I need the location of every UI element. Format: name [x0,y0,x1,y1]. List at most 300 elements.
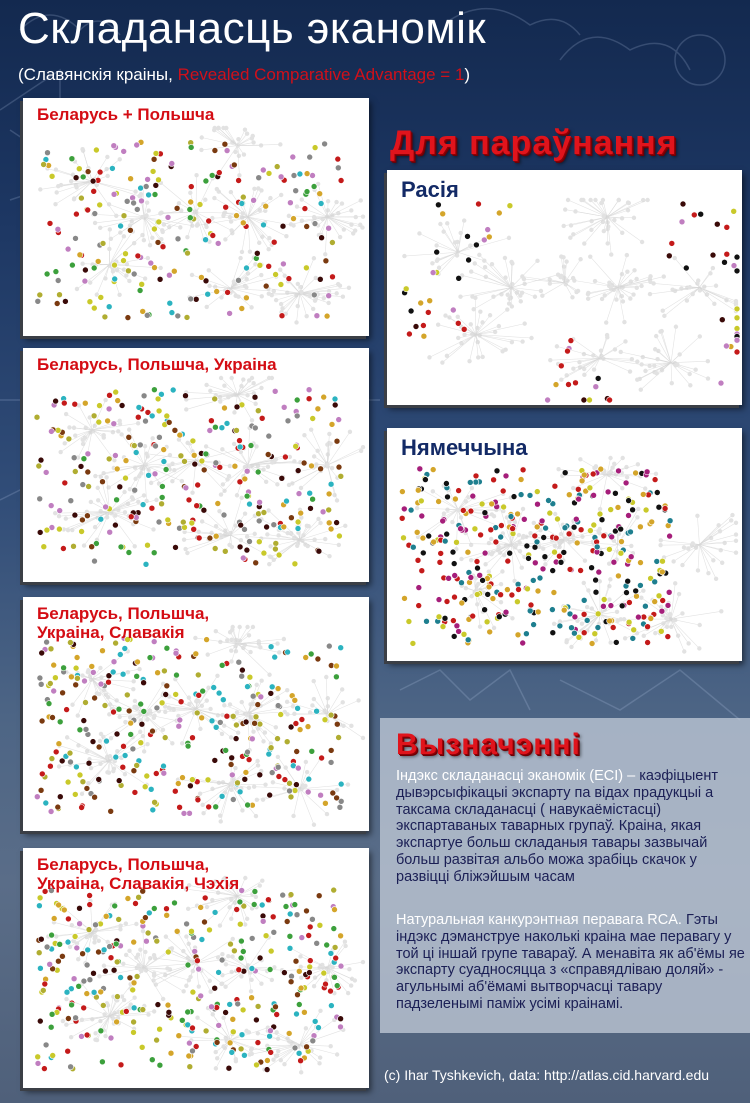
network-node [223,1010,229,1016]
network-node [92,211,98,217]
network-node-inactive [254,814,258,818]
network-node [294,397,300,403]
network-node [298,1058,304,1064]
network-edge [671,619,684,651]
network-node-inactive [648,364,652,368]
network-edge [155,709,196,730]
network-node-inactive [658,543,662,547]
network-node [48,646,54,652]
network-node [252,720,258,726]
network-node-inactive [335,498,339,502]
network-node [81,456,87,462]
network-node-inactive [242,152,246,156]
network-node-inactive [338,284,342,288]
network-node [271,929,277,935]
network-node [238,1046,244,1052]
network-node [613,639,619,645]
network-node [443,481,449,487]
network-node [35,1054,41,1060]
network-node [47,961,53,967]
network-node-inactive [92,940,96,944]
network-node [35,298,41,304]
network-node [608,603,614,609]
network-node [599,517,605,523]
network-node-inactive [326,704,330,708]
network-node [195,482,201,488]
network-node-inactive [568,236,572,240]
network-node [238,955,244,961]
network-node [436,614,442,620]
network-node [295,468,301,474]
network-node [187,1064,193,1070]
network-node [420,535,426,541]
network-node-inactive [589,228,593,232]
network-node [473,473,479,479]
network-node [574,540,580,546]
network-node-inactive [107,247,111,251]
network-node [266,433,272,439]
network-node [561,607,567,613]
network-node [73,682,79,688]
network-node [265,897,271,903]
network-node-inactive [268,544,272,548]
network-node [326,643,332,649]
network-node [224,420,230,426]
network-node-inactive [514,543,518,547]
network-node-inactive [93,525,97,529]
network-node [215,501,221,507]
network-node [640,491,646,497]
network-node-inactive [244,277,248,281]
network-node [552,549,558,555]
network-node-inactive [480,355,484,359]
network-node-inactive [248,249,252,253]
network-node [261,510,267,516]
network-node [216,170,222,176]
network-node-inactive [632,216,636,220]
network-node-inactive [58,450,62,454]
network-node [112,903,118,909]
network-node [194,958,200,964]
network-panel-belarus-poland-ukraine-slovakia-czechia [23,848,369,1088]
network-node-inactive [341,295,345,299]
network-node [459,600,465,606]
network-node-inactive [434,243,438,247]
network-node-inactive [287,214,291,218]
network-node-inactive [285,712,289,716]
network-node-inactive [182,537,186,541]
network-node [321,970,327,976]
network-node [594,544,600,550]
network-node-inactive [582,581,586,585]
network-node [192,948,198,954]
network-node [219,425,225,431]
network-node [165,214,171,220]
network-node [166,1009,172,1015]
network-node [95,258,101,264]
network-node [230,1016,236,1022]
rca-term: Натуральная канкурэнтная перавага RCA. [396,912,682,928]
network-edge [671,619,689,643]
network-node-inactive [680,611,684,615]
network-node-inactive [249,978,253,982]
network-node-inactive [208,979,212,983]
network-node-inactive [267,291,271,295]
network-node [238,522,244,528]
network-node-inactive [520,339,524,343]
network-node [659,569,665,575]
network-node-inactive [57,514,61,518]
network-node [86,484,92,490]
network-node-inactive [201,811,205,815]
network-node [525,586,531,592]
network-node-inactive [643,369,647,373]
network-node-inactive [214,524,218,528]
network-node [248,443,254,449]
network-node [124,198,130,204]
network-node [328,712,334,718]
network-node [157,276,163,282]
network-node [98,516,104,522]
network-node [662,506,668,512]
network-node [102,968,108,974]
network-node [488,527,494,533]
network-node-inactive [535,259,539,263]
network-node-inactive [453,240,457,244]
network-node [159,494,165,500]
network-node [318,466,324,472]
network-node-inactive [635,515,639,519]
network-node-inactive [284,234,288,238]
network-node [243,769,249,775]
network-panel-germany [387,428,742,661]
panel-title-line2: Украіна, Славакія, Чэхія [37,874,240,893]
network-node-inactive [580,621,584,625]
network-node [136,404,142,410]
network-node [734,349,740,355]
network-node-inactive [456,336,460,340]
network-edge [327,201,328,217]
network-edge [654,283,700,287]
network-node-inactive [630,357,634,361]
network-node [666,253,672,259]
network-node [518,492,524,498]
network-node-inactive [208,389,212,393]
network-node [609,534,615,540]
network-node [305,789,311,795]
network-node [436,499,442,505]
network-node-inactive [327,554,331,558]
network-node [153,443,159,449]
network-node [669,240,675,246]
network-node [267,792,273,798]
network-node [232,463,238,469]
network-node-inactive [691,292,695,296]
network-node [581,611,587,617]
network-node [244,547,250,553]
network-node-inactive [223,210,227,214]
network-node-inactive [620,231,624,235]
network-node-inactive [74,185,78,189]
network-node [534,524,540,530]
network-node [308,505,314,511]
network-node-inactive [243,922,247,926]
network-node [306,933,312,939]
network-node-inactive [228,464,232,468]
network-node [501,504,507,510]
network-node [593,577,599,583]
network-node-inactive [255,798,259,802]
network-node [164,645,170,651]
network-node-inactive [445,221,449,225]
network-node [207,535,213,541]
network-node-inactive [719,609,723,613]
network-node [176,723,182,729]
network-node [444,531,450,537]
network-node [240,220,246,226]
network-node-inactive [255,683,259,687]
network-node [154,1037,160,1043]
network-node [149,1057,155,1063]
network-node [293,958,299,964]
network-node-inactive [502,553,506,557]
network-node [190,1025,196,1031]
network-node [108,1035,114,1041]
network-node [72,401,78,407]
network-node-inactive [312,697,316,701]
network-node-inactive [123,772,127,776]
network-node [55,958,61,964]
network-node-inactive [245,917,249,921]
network-node [633,588,639,594]
network-node [249,995,255,1001]
network-node [64,989,70,995]
network-edge [671,619,699,648]
network-edge [618,276,651,287]
network-node [91,989,97,995]
network-node [280,892,286,898]
network-node [440,624,446,630]
network-edge [209,270,231,288]
network-node [56,741,62,747]
network-node-inactive [553,512,557,516]
network-node [667,518,673,524]
network-node [134,206,140,212]
network-node [131,1029,137,1035]
network-node [140,502,146,508]
network-node-inactive [443,313,447,317]
network-node-inactive [693,368,697,372]
network-node-inactive [178,225,182,229]
network-node-inactive [338,235,342,239]
network-node [230,797,236,803]
network-node [284,919,290,925]
network-node [224,713,230,719]
network-node-inactive [295,544,299,548]
network-node [507,550,513,556]
product-space-network [23,98,369,336]
network-node-inactive [98,226,102,230]
network-node [123,251,129,257]
network-node [442,615,448,621]
network-node-inactive [124,953,128,957]
network-node [328,988,334,994]
network-node [611,559,617,565]
network-node [401,506,407,512]
network-node [473,242,479,248]
network-node-inactive [456,315,460,319]
network-node [531,622,537,628]
network-node-inactive [477,253,481,257]
network-node-inactive [259,981,263,985]
network-node [87,893,93,899]
network-node-inactive [317,1061,321,1065]
network-node-inactive [105,174,109,178]
network-node-inactive [259,273,263,277]
network-node-inactive [212,128,216,132]
network-node [220,697,226,703]
network-node [181,810,187,816]
network-node [679,219,685,225]
network-node [223,204,229,210]
network-node-inactive [599,348,603,352]
network-node [213,533,219,539]
network-node [472,526,478,532]
network-node-inactive [102,964,106,968]
network-node [319,755,325,761]
network-node [318,201,324,207]
network-node-inactive [133,477,137,481]
network-node-inactive [230,628,234,632]
definitions-panel [380,718,750,1033]
network-node [414,529,420,535]
network-node [244,468,250,474]
network-node [43,469,49,475]
network-node-inactive [564,259,568,263]
network-edge [699,286,716,288]
network-node-inactive [59,183,63,187]
network-node [598,466,604,472]
network-node-inactive [187,978,191,982]
network-node [286,1030,292,1036]
network-edge [607,475,622,489]
network-node [566,382,572,388]
network-node [44,271,50,277]
network-node [82,678,88,684]
network-node [109,165,115,171]
network-node [264,1067,270,1073]
network-node-inactive [665,625,669,629]
network-node-inactive [61,1019,65,1023]
network-edge [144,438,153,465]
network-node [73,764,79,770]
network-node [734,326,740,332]
network-node [278,282,284,288]
network-node [190,989,196,995]
network-node [56,526,62,532]
network-node-inactive [270,460,274,464]
network-node [482,550,488,556]
network-node [406,331,412,337]
network-node [111,659,117,665]
network-node [80,482,86,488]
network-node-inactive [341,724,345,728]
network-node-inactive [207,284,211,288]
network-node [419,513,425,519]
network-edge [281,293,300,304]
network-node-inactive [533,295,537,299]
network-node [601,597,607,603]
network-node [84,1032,90,1038]
network-node-inactive [283,765,287,769]
network-node [37,675,43,681]
network-node-inactive [223,985,227,989]
network-node [151,156,157,162]
network-node-inactive [609,252,613,256]
network-node-inactive [250,1052,254,1056]
network-node [164,906,170,912]
network-node [110,669,116,675]
network-edge [327,689,342,714]
network-node [294,413,300,419]
network-edge [492,264,511,287]
network-node [333,955,339,961]
network-node [131,939,137,945]
network-node [212,909,218,915]
network-node [134,974,140,980]
network-node-inactive [571,486,575,490]
network-node [240,194,246,200]
network-node [82,278,88,284]
network-node [485,227,491,233]
network-node-inactive [277,650,281,654]
comparison-heading: Для параўнання [390,124,678,162]
network-node-inactive [282,1062,286,1066]
network-node [287,911,293,917]
network-node-inactive [103,276,107,280]
network-node-inactive [625,475,629,479]
network-node [310,496,316,502]
network-node-inactive [697,646,701,650]
network-node-inactive [146,256,150,260]
network-node-inactive [670,381,674,385]
network-node [437,559,443,565]
network-node-inactive [553,544,557,548]
network-node [213,460,219,466]
network-node-inactive [194,173,198,177]
network-edge [511,288,512,307]
network-node-inactive [203,198,207,202]
network-node [329,240,335,246]
network-node [258,694,264,700]
network-node [38,457,44,463]
network-node-inactive [603,293,607,297]
network-node-inactive [243,876,247,880]
network-node-inactive [718,529,722,533]
network-node [133,901,139,907]
network-node [84,962,90,968]
network-node [186,497,192,503]
network-node-inactive [250,1046,254,1050]
network-node [331,887,337,893]
network-node [553,382,559,388]
network-node-inactive [133,699,137,703]
network-node-inactive [180,741,184,745]
network-node-inactive [607,597,611,601]
network-node [85,469,91,475]
network-node [285,649,291,655]
network-node [118,544,124,550]
